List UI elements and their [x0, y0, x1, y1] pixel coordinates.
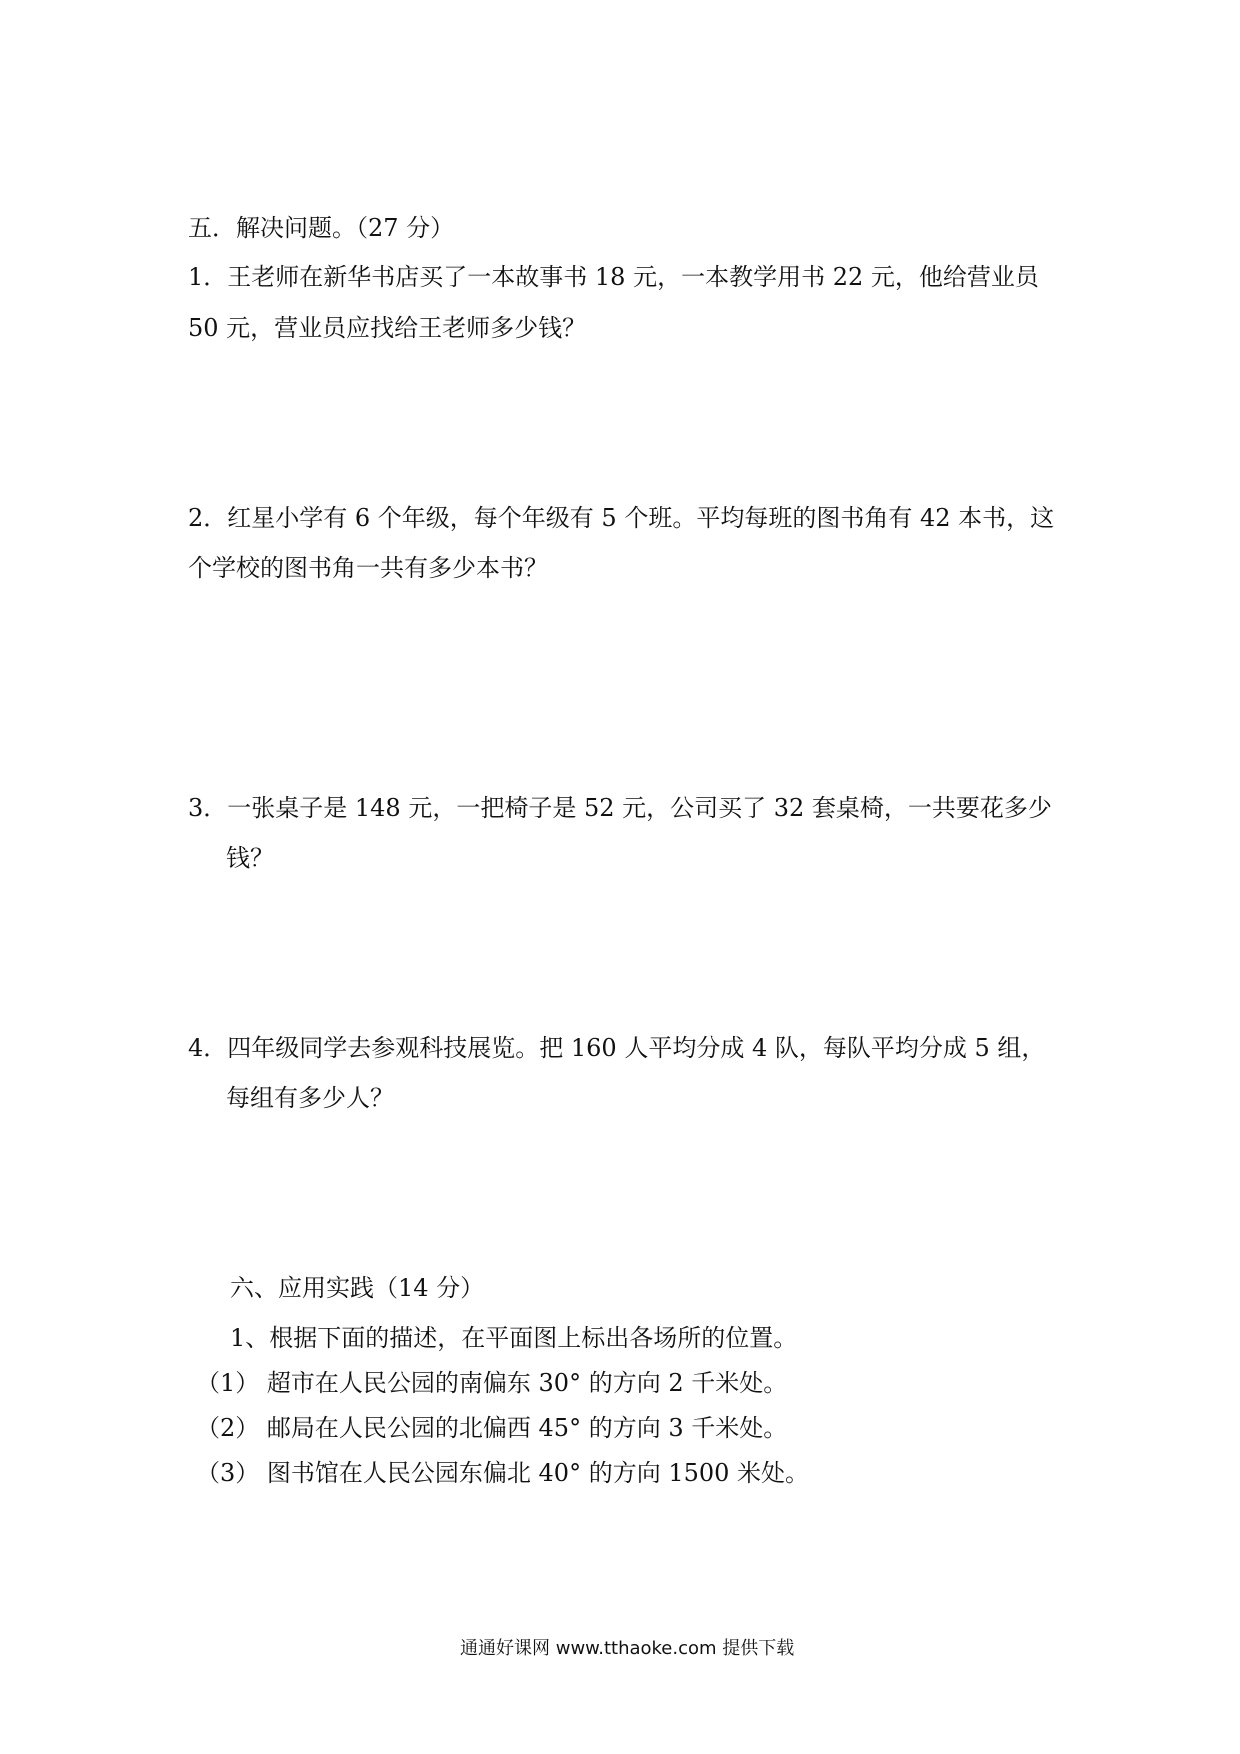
question-2-line-1: 2．红星小学有 6 个年级，每个年级有 5 个班。平均每班的图书角有 42 本书，这: [188, 504, 1055, 532]
section-6-sub-item-3: （3） 图书馆在人民公园东偏北 40° 的方向 1500 米处。: [196, 1459, 810, 1487]
section-6-sub-item-1: （1） 超市在人民公园的南偏东 30° 的方向 2 千米处。: [196, 1369, 788, 1397]
section-6-heading: 六、应用实践（14 分）: [230, 1274, 485, 1302]
question-3-line-2: 钱？: [226, 844, 274, 872]
question-1-line-1: 1．王老师在新华书店买了一本故事书 18 元，一本教学用书 22 元，他给营业员: [188, 263, 1039, 291]
section-5-heading: 五．解决问题。（27 分）: [188, 214, 455, 242]
section-6-item-1: 1、根据下面的描述，在平面图上标出各场所的位置。: [230, 1324, 798, 1352]
question-3-line-1: 3．一张桌子是 148 元，一把椅子是 52 元，公司买了 32 套桌椅，一共要花多少: [188, 794, 1052, 822]
question-1-line-2: 50 元，营业员应找给王老师多少钱？: [188, 314, 587, 342]
section-6-sub-item-2: （2） 邮局在人民公园的北偏西 45° 的方向 3 千米处。: [196, 1414, 788, 1442]
question-2-line-2: 个学校的图书角一共有多少本书？: [188, 554, 548, 582]
page-footer: 通通好课网 www.tthaoke.com 提供下载: [460, 1638, 795, 1659]
question-4-line-2: 每组有多少人？: [226, 1084, 394, 1112]
question-4-line-1: 4．四年级同学去参观科技展览。把 160 人平均分成 4 队，每队平均分成 5 组，: [188, 1034, 1046, 1062]
